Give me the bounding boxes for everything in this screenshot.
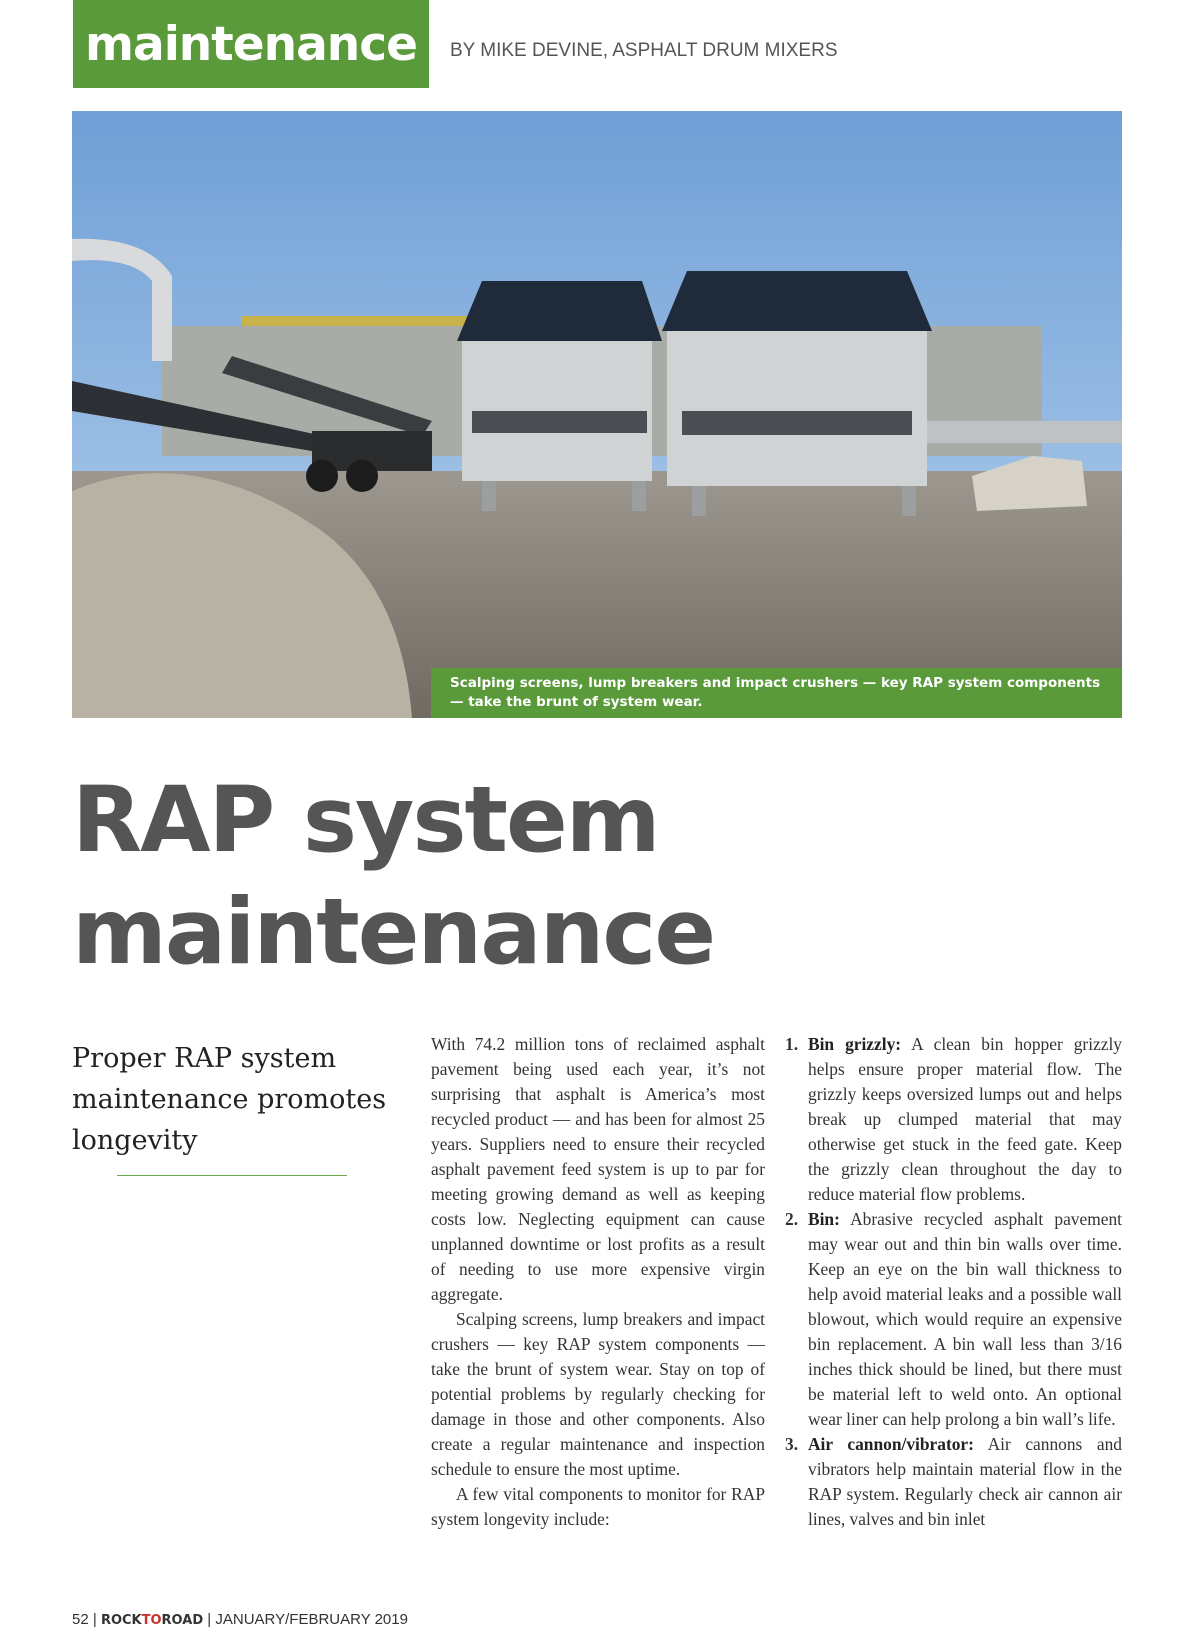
paragraph-2: Scalping screens, lump breakers and impact crushers — key RAP system components — take the brunt of system wear. Stay on top of potential problems by regularly checking for damage in those and other components. Also create a regular maintenance and inspection schedule to ensure the most uptime. xyxy=(431,1309,765,1479)
paragraph-3: A few vital components to monitor for RAP system longevity include: xyxy=(431,1484,765,1529)
list-item-term: Bin grizzly: xyxy=(808,1034,902,1054)
list-item-number: 1. xyxy=(785,1034,799,1054)
logo-rock: ROCK xyxy=(100,1613,142,1628)
footer-separator: | xyxy=(207,1611,212,1628)
article-photo xyxy=(72,111,1122,718)
section-tag: maintenance xyxy=(73,0,429,88)
logo-to: TO xyxy=(141,1613,162,1628)
page-footer xyxy=(72,1611,408,1628)
headline xyxy=(72,765,714,989)
list-item-text: Abrasive recycled asphalt pavement may wear out and thin bin walls over time. Keep an eye on the bin wall thickness to help avoid material leaks and a possible wall blowout, which would require an expensive bin replacement. A bin wall less than 3/16 inches thick should be lined, but there must be material left to weld onto. An optional wear liner can help prolong a bin wall’s life. xyxy=(808,1209,1122,1429)
list-item-number: 2. xyxy=(785,1209,799,1229)
list-item xyxy=(785,1032,1122,1207)
article-column-1 xyxy=(431,1032,765,1532)
list-item xyxy=(785,1207,1122,1432)
paragraph-1: With 74.2 million tons of reclaimed asphalt pavement being used each year, it’s not surprising that asphalt is America’s most recycled product — and has been for almost 25 years. Suppliers need to ensure their recycled asphalt pavement feed system is up to par for meeting growing demand as well as keeping costs low. Neglecting equipment can cause unplanned downtime or lost profits as a result of needing to use more expensive virgin aggregate. xyxy=(431,1034,765,1304)
magazine-logo xyxy=(101,1613,203,1628)
footer-separator: | xyxy=(92,1611,97,1628)
list-item-term: Air cannon/vibrator: xyxy=(808,1434,974,1454)
list-item xyxy=(785,1432,1122,1532)
deck-rule xyxy=(117,1175,347,1176)
list-item-text: Air cannons and vibrators help maintain material flow in the RAP system. Regularly check air cannon air lines, valves and bin inlet xyxy=(808,1434,1122,1529)
deck: Proper RAP system maintenance promotes longevity xyxy=(72,1043,387,1156)
article-column-2 xyxy=(785,1032,1122,1532)
page-number: 52 xyxy=(72,1611,89,1628)
issue-date: JANUARY/FEBRUARY 2019 xyxy=(215,1611,408,1628)
list-item-text: A clean bin hopper grizzly helps ensure proper material flow. The grizzly keeps oversized lumps out and helps break up clumped material that may otherwise get stuck in the feed gate. Keep the grizzly clean throughout the day to reduce material flow problems. xyxy=(808,1034,1122,1204)
list-item-term: Bin: xyxy=(808,1209,840,1229)
list-item-number: 3. xyxy=(785,1434,799,1454)
headline-line-1: RAP system xyxy=(72,768,659,873)
headline-line-2: maintenance xyxy=(72,880,715,985)
logo-road: ROAD xyxy=(161,1613,204,1628)
photo-caption: Scalping screens, lump breakers and impact crushers — key RAP system components — take the brunt of system wear. xyxy=(431,668,1122,718)
byline: BY MIKE DEVINE, ASPHALT DRUM MIXERS xyxy=(450,40,838,61)
